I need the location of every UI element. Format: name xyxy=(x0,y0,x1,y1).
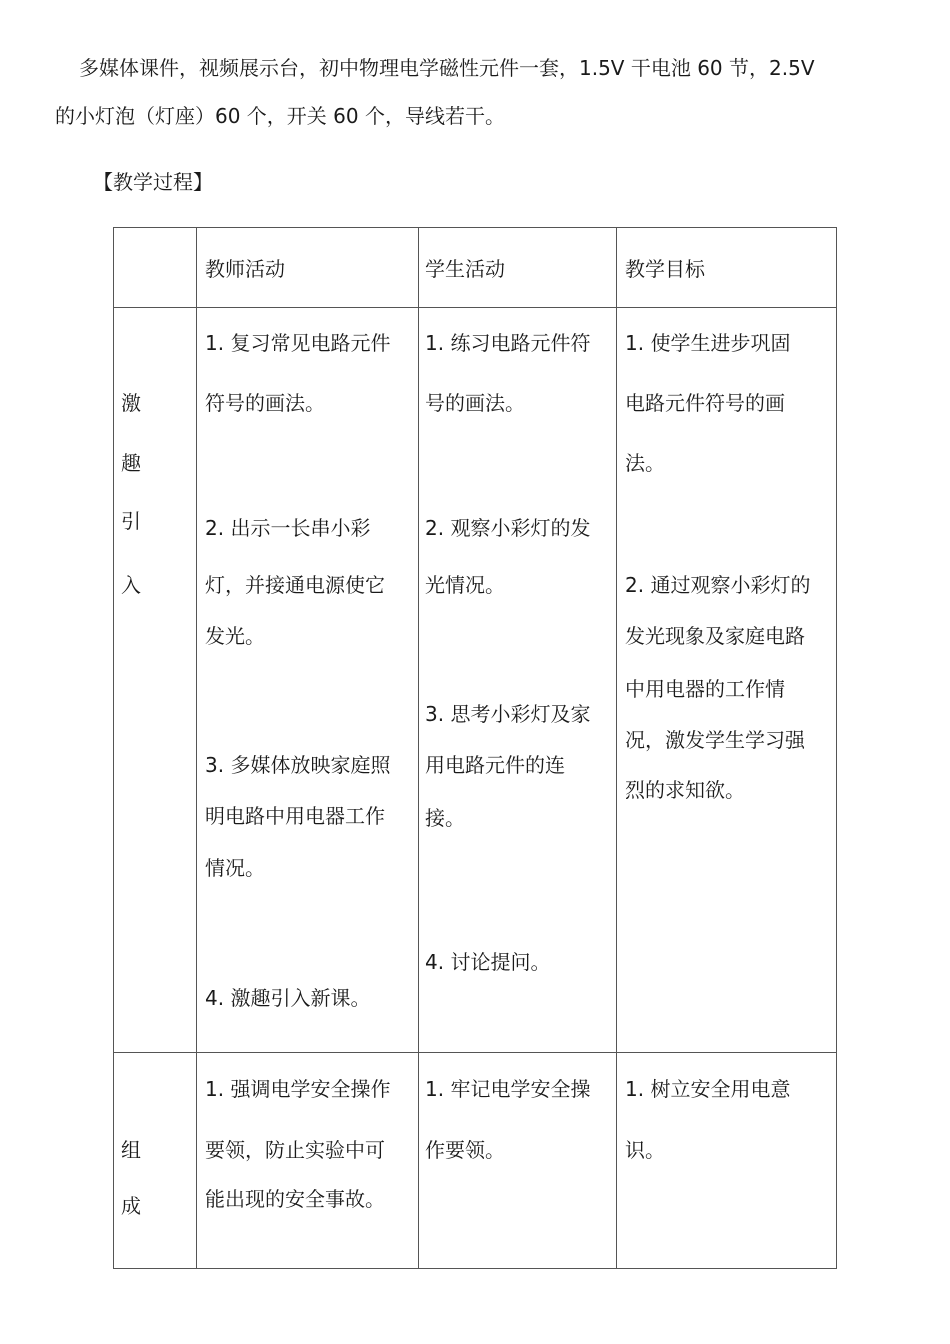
header-teaching-goal: 教学目标 xyxy=(625,257,705,281)
table-border-right xyxy=(836,227,837,1269)
stage-label-char: 组 xyxy=(121,1138,141,1162)
student-activity-line: 光情况。 xyxy=(425,573,505,597)
teaching-goal-line: 发光现象及家庭电路 xyxy=(625,624,805,648)
teaching-goal-line: 况，激发学生学习强 xyxy=(625,728,805,752)
teaching-goal-line: 电路元件符号的画 xyxy=(625,391,785,415)
materials-line-2: 的小灯泡（灯座）60 个，开关 60 个，导线若干。 xyxy=(55,104,505,128)
materials-line-1: 多媒体课件，视频展示台，初中物理电学磁性元件一套，1.5V 干电池 60 节，2.5V xyxy=(79,56,815,80)
teaching-goal-line: 2. 通过观察小彩灯的 xyxy=(625,573,811,597)
teacher-activity-line: 2. 出示一长串小彩 xyxy=(205,516,371,540)
teaching-goal-line: 1. 使学生进步巩固 xyxy=(625,331,791,355)
student-activity-line: 接。 xyxy=(425,806,465,830)
student-activity-line: 1. 牢记电学安全操 xyxy=(425,1077,591,1101)
stage-label-char: 趣 xyxy=(121,451,141,475)
stage-label-char: 激 xyxy=(121,391,141,415)
table-col-divider-2 xyxy=(418,227,419,1269)
teacher-activity-line: 能出现的安全事故。 xyxy=(205,1187,385,1211)
header-student-activity: 学生活动 xyxy=(425,257,505,281)
table-row-divider xyxy=(113,1052,837,1053)
table-border-bottom xyxy=(113,1268,837,1269)
teacher-activity-line: 灯，并接通电源使它 xyxy=(205,573,385,597)
teaching-goal-line: 1. 树立安全用电意 xyxy=(625,1077,791,1101)
student-activity-line: 3. 思考小彩灯及家 xyxy=(425,702,591,726)
table-border-top xyxy=(113,227,837,228)
header-teacher-activity: 教师活动 xyxy=(205,257,285,281)
teacher-activity-line: 情况。 xyxy=(205,856,265,880)
teacher-activity-line: 1. 复习常见电路元件 xyxy=(205,331,391,355)
student-activity-line: 4. 讨论提问。 xyxy=(425,950,551,974)
table-header-divider xyxy=(113,307,837,308)
stage-label-char: 入 xyxy=(121,573,141,597)
teacher-activity-line: 4. 激趣引入新课。 xyxy=(205,986,371,1010)
student-activity-line: 用电路元件的连 xyxy=(425,753,565,777)
teacher-activity-line: 要领，防止实验中可 xyxy=(205,1138,385,1162)
teacher-activity-line: 3. 多媒体放映家庭照 xyxy=(205,753,391,777)
teacher-activity-line: 发光。 xyxy=(205,624,265,648)
section-heading: 【教学过程】 xyxy=(93,170,213,194)
student-activity-line: 1. 练习电路元件符 xyxy=(425,331,591,355)
student-activity-line: 2. 观察小彩灯的发 xyxy=(425,516,591,540)
table-col-divider-1 xyxy=(196,227,197,1269)
teacher-activity-line: 符号的画法。 xyxy=(205,391,325,415)
teaching-goal-line: 法。 xyxy=(625,451,665,475)
teacher-activity-line: 1. 强调电学安全操作 xyxy=(205,1077,391,1101)
teaching-goal-line: 识。 xyxy=(625,1138,665,1162)
stage-label-char: 成 xyxy=(121,1194,141,1218)
teaching-goal-line: 中用电器的工作情 xyxy=(625,677,785,701)
teaching-goal-line: 烈的求知欲。 xyxy=(625,778,745,802)
table-col-divider-3 xyxy=(616,227,617,1269)
stage-label-char: 引 xyxy=(121,509,141,533)
teacher-activity-line: 明电路中用电器工作 xyxy=(205,804,385,828)
student-activity-line: 作要领。 xyxy=(425,1138,505,1162)
student-activity-line: 号的画法。 xyxy=(425,391,525,415)
table-border-left xyxy=(113,227,114,1269)
